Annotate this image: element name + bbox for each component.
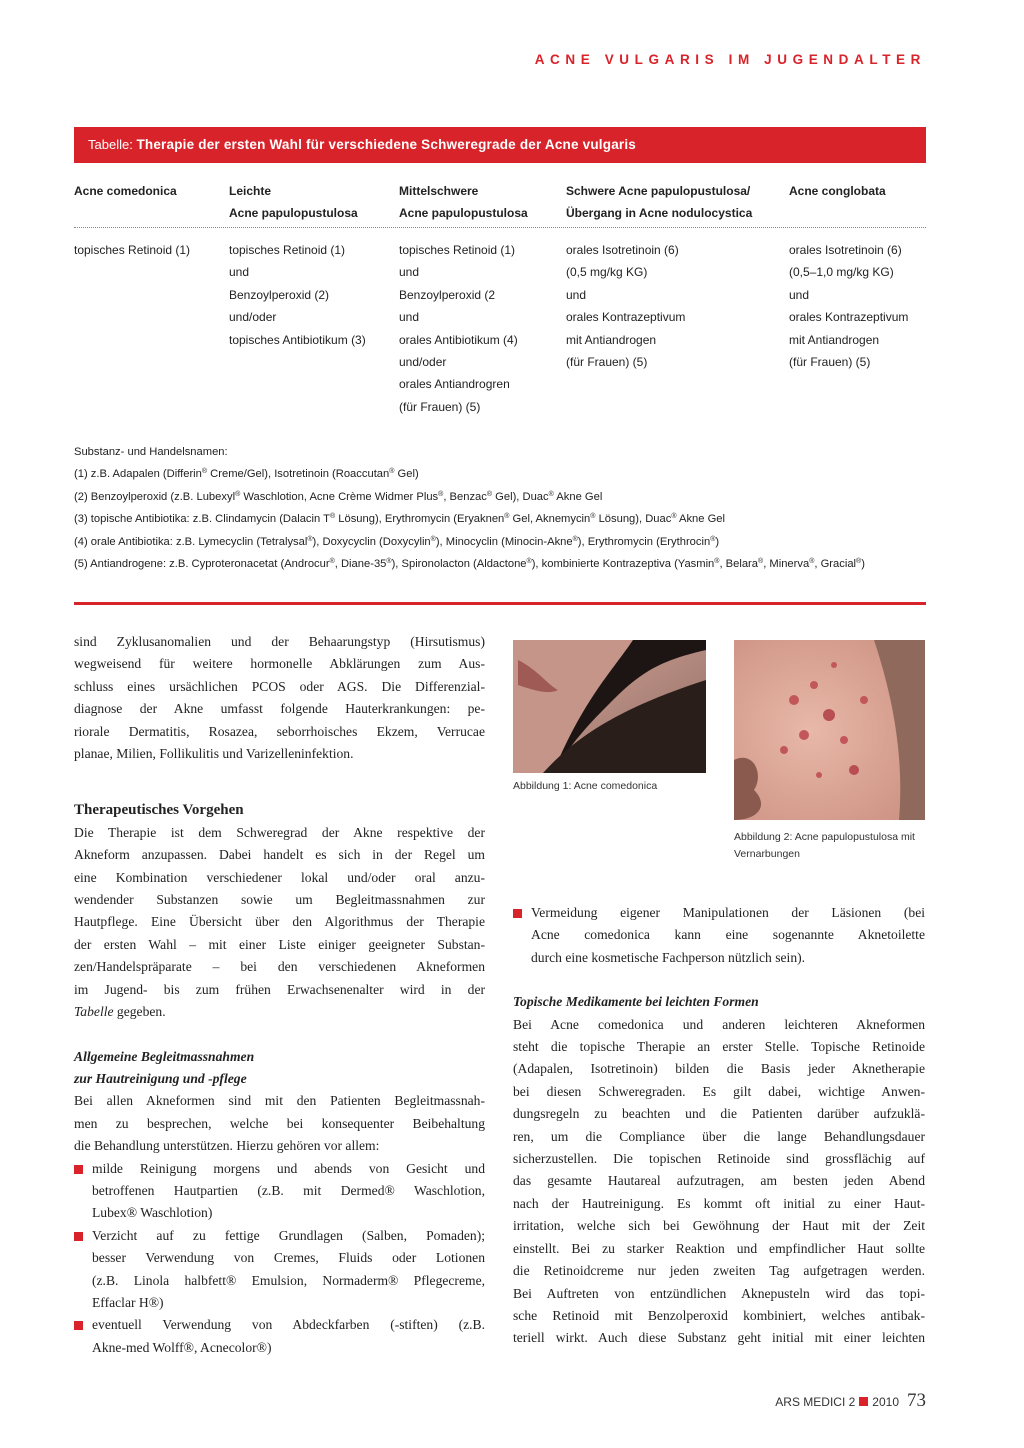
notes-title: Substanz- und Handelsnamen:: [74, 446, 228, 458]
text-line: irritation, welche sich bei Gewöhnung der Haut mit der Zeit: [513, 1218, 925, 1234]
footer-square-icon: [859, 1397, 868, 1406]
table-notes: [74, 441, 944, 575]
table-header-col-3: [399, 180, 528, 225]
table-cell: orales Kontrazeptivum: [566, 310, 686, 325]
text-line: Bei Acne comedonica und anderen leichteren Akneformen: [513, 1016, 925, 1032]
subheading: Allgemeine Begleitmassnahmen: [74, 1048, 255, 1064]
figure-2-caption: Abbildung 2: Acne papulopustulosa mit Vernarbungen: [734, 831, 915, 860]
table-cell: topisches Retinoid (1): [399, 243, 516, 257]
table-cell: (für Frauen) (5): [789, 355, 871, 370]
text-line: planae, Milien, Follikulitis und Varizelleninfektion.: [74, 746, 354, 762]
journal-year: 2010: [872, 1395, 899, 1409]
table-cell: und: [789, 287, 810, 302]
text-line: schluss eines ursächlichen PCOS oder AGS. Die Differenzial-: [74, 678, 485, 694]
text-line: ren, um die Compliance über die lange Behandlungsdauer: [513, 1128, 925, 1144]
table-header-text: Acne papulopustulosa: [229, 206, 358, 221]
text-line: Akneform anzupassen. Dabei handelt es sich in der Regel um: [74, 847, 485, 863]
text-line: wegweisend für weitere hormonelle Abklärungen zum Aus-: [74, 656, 485, 672]
text-line: nach der Hautreinigung. Es kommt oft initial zu einer Haut-: [513, 1195, 925, 1211]
section-heading: Therapeutisches Vorgehen: [74, 802, 244, 819]
text-line: teriell wirkt. Auch diese Substanz geht initial mit einer leichten: [513, 1330, 925, 1346]
table-header-text: Acne comedonica: [74, 184, 177, 198]
text-line: das gesamte Hautareal aufzutragen, am besten jeden Abend: [513, 1173, 925, 1189]
table-cell: und: [229, 265, 250, 280]
left-column: [74, 631, 485, 1359]
note-line-1: (1) z.B. Adapalen (Differin® Creme/Gel), Isotretinoin (Roaccutan® Gel): [74, 468, 419, 481]
table-header-text: Leichte: [229, 184, 272, 198]
table-cell: orales Antibiotikum (4): [399, 332, 518, 347]
text-line: eine Kombination verschiedener lokal und/oder oral anzu-: [74, 869, 485, 885]
bullet-item: eventuell Verwendung von Abdeckfarben (-stiften) (z.B. Akne-med Wolff®, Acnecolor®): [74, 1314, 485, 1359]
text-line: Bei allen Akneformen sind mit den Patienten Begleitmassnah-: [74, 1093, 485, 1109]
table-title-bar: [74, 127, 926, 163]
table-cell: topisches Retinoid (1): [229, 243, 346, 257]
table-cell: topisches Retinoid (1): [74, 243, 191, 257]
table-col-1: [74, 239, 190, 261]
table-cell: und: [399, 310, 420, 325]
bullet-item: Verzicht auf zu fettige Grundlagen (Salben, Pomaden); besser Verwendung von Cremes, Fluids oder Lotionen (z.B. Linola halbfett® Emulsion, Normaderm® Pflegecreme, Effaclar H®): [74, 1225, 485, 1315]
right-column: [513, 902, 925, 1350]
table-cell: orales Isotretinoin (6): [566, 243, 679, 257]
text-line: die Retinoidcreme nur jeden zweiten Tag aufgetragen werden.: [513, 1263, 925, 1279]
page-number: 73: [907, 1390, 926, 1411]
table-cell: mit Antiandrogen: [789, 332, 880, 347]
text-line: Tabelle gegeben.: [74, 1004, 166, 1020]
table-cell: (0,5–1,0 mg/kg KG): [789, 265, 894, 280]
table-header-text: Mittelschwere: [399, 184, 479, 198]
table-cell: orales Kontrazeptivum: [789, 310, 909, 325]
table-cell: topisches Antibiotikum (3): [229, 332, 366, 347]
text-line: Bei Auftreten von entzündlichen Aknepusteln wird das topi-: [513, 1285, 925, 1301]
text-line: (Adapalen, Isotretinoin) bilden die Basis jeder Aknetherapie: [513, 1061, 925, 1077]
table-cell: (0,5 mg/kg KG): [566, 265, 648, 280]
table-header-text: Acne conglobata: [789, 184, 886, 198]
table-cell: orales Antiandrogren: [399, 377, 510, 392]
note-line-2: (2) Benzoylperoxid (z.B. Lubexyl® Waschlotion, Acne Crème Widmer Plus®, Benzac® Gel), Duac® Akne Gel: [74, 490, 603, 503]
table-col-4: [566, 239, 685, 373]
text-line: diagnose der Akne umfasst folgende Hauterkrankungen: pe-: [74, 701, 485, 717]
table-col-2: [229, 239, 366, 351]
text-line: Die Therapie ist dem Schweregrad der Akne respektive der: [74, 824, 485, 840]
note-line-5: (5) Antiandrogene: z.B. Cyproteronacetat (Androcur®, Diane-35®), Spironolacton (Aldactone®), kombinierte Kontrazeptiva (Yasmin®, Belara®, Minerva®, Gracial®): [74, 558, 865, 571]
figure-1-photo: [513, 640, 706, 773]
table-col-3: [399, 239, 518, 418]
table-cell: orales Isotretinoin (6): [789, 243, 902, 257]
text-line: steht die topische Therapie an erster Stelle. Topische Retinoide: [513, 1039, 925, 1055]
table-cell: und: [566, 287, 587, 302]
table-cell: (für Frauen) (5): [399, 399, 481, 414]
table-dotted-divider: [74, 227, 926, 228]
table-cell: (für Frauen) (5): [566, 355, 648, 370]
bullet-item: Vermeidung eigener Manipulationen der Läsionen (bei Acne comedonica kann eine sogenannte Aknetoilette durch eine kosmetische Fachperson nützlich sein).: [513, 902, 925, 969]
table-cell: und/oder: [399, 355, 447, 370]
bullet-square-icon: [74, 1165, 83, 1174]
table-col-5: [789, 239, 908, 373]
table-header-col-4: [566, 180, 752, 225]
subheading: Topische Medikamente bei leichten Formen: [513, 994, 759, 1010]
text-line: sche Retinoid mit Benzolperoxid kombiniert, welches antibak-: [513, 1307, 925, 1323]
text-line: einstellt. Bei zu starker Reaktion und empfindlicher Haut sollte: [513, 1240, 925, 1256]
text-line: bei diesen Schweregraden. Es gilt dabei, wichtige Anwen-: [513, 1083, 925, 1099]
text-line: men zu besprechen, welche bei konsequenter Beibehaltung: [74, 1115, 485, 1131]
text-line: die Behandlung unterstützen. Hierzu gehören vor allem:: [74, 1138, 380, 1154]
table-cell: und: [399, 265, 420, 280]
bullet-square-icon: [513, 909, 522, 918]
table-label: Tabelle:: [88, 137, 133, 152]
table-cell: Benzoylperoxid (2: [399, 287, 496, 302]
bullet-square-icon: [74, 1321, 83, 1330]
table-header-col-2: [229, 180, 358, 225]
section-divider: [74, 602, 926, 605]
text-line: Hautpflege. Eine Übersicht über den Algorithmus der Therapie: [74, 914, 485, 930]
text-line: dungsregeln zu beachten und die Patienten darüber aufzuklä-: [513, 1106, 925, 1122]
text-line: sicherzustellen. Die topischen Retinoide sind grossflächig auf: [513, 1151, 925, 1167]
table-cell: mit Antiandrogen: [566, 332, 657, 347]
table-header-col-1: [74, 180, 177, 202]
text-line: riorale Dermatitis, Rosazea, seborrhoisches Ekzem, Verrucae: [74, 723, 485, 739]
subheading: zur Hautreinigung und -pflege: [74, 1070, 247, 1086]
note-line-4: (4) orale Antibiotika: z.B. Lymecyclin (Tetralysal®), Doxycyclin (Doxycylin®), Minocyclin (Minocin-Akne®), Erythromycin (Erythrocin®): [74, 535, 720, 548]
page-footer: [775, 1390, 926, 1412]
table-header-text: Übergang in Acne nodulocystica: [566, 206, 753, 221]
table-title: Therapie der ersten Wahl für verschiedene Schweregrade der Acne vulgaris: [136, 137, 637, 152]
bullet-item: milde Reinigung morgens und abends von Gesicht und betroffenen Hautpartien (z.B. mit Dermed® Waschlotion, Lubex® Waschlotion): [74, 1158, 485, 1225]
table-header-col-5: [789, 180, 886, 202]
table-cell: und/oder: [229, 310, 277, 325]
text-line: sind Zyklusanomalien und der Behaarungstyp (Hirsutismus): [74, 634, 485, 649]
note-line-3: (3) topische Antibiotika: z.B. Clindamycin (Dalacin T® Lösung), Erythromycin (Eryaknen® Gel, Aknemycin® Lösung), Duac® Akne Gel: [74, 513, 726, 526]
table-header-text: Schwere Acne papulopustulosa/: [566, 184, 751, 198]
table-header-text: Acne papulopustulosa: [399, 206, 528, 221]
text-line: der ersten Wahl – mit einer Liste einiger geeigneter Substan-: [74, 936, 485, 952]
table-cell: Benzoylperoxid (2): [229, 287, 330, 302]
bullet-square-icon: [74, 1232, 83, 1241]
text-line: wendender Substanzen sowie um Begleitmassnahmen zur: [74, 892, 485, 908]
running-title: ACNE VULGARIS IM JUGENDALTER: [534, 52, 926, 67]
figure-2-photo: [734, 640, 925, 820]
text-line: zen/Handelspräparate – bei den verschiedenen Akneformen: [74, 959, 485, 975]
text-line: im Jugend- bis zum frühen Erwachsenenalter wird in der: [74, 981, 485, 997]
journal-name: ARS MEDICI 2: [775, 1395, 856, 1409]
figure-1-caption: Abbildung 1: Acne comedonica: [513, 780, 658, 792]
